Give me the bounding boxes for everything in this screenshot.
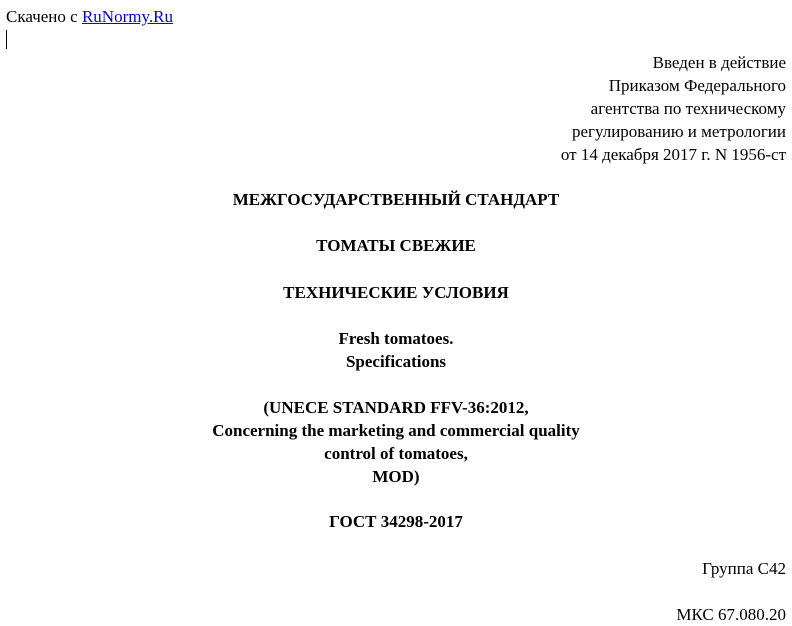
group-label: Группа С42 [702, 559, 786, 578]
reference-block [0, 396, 792, 488]
approval-line: регулированию и метрологии [571, 122, 786, 141]
subtitle-ru [0, 281, 792, 304]
approval-block [561, 51, 786, 166]
reference-line: Concerning the marketing and commercial quality [212, 421, 580, 440]
reference-line: control of tomatoes, [324, 444, 468, 463]
subtitle-ru-text: ТЕХНИЧЕСКИЕ УСЛОВИЯ [283, 283, 509, 302]
title-ru [0, 234, 792, 257]
source-line [6, 5, 173, 28]
approval-line: агентства по техническому [590, 99, 786, 118]
title-en-line: Specifications [345, 352, 447, 371]
title-en [0, 327, 792, 373]
text-cursor [6, 30, 7, 49]
approval-line: от 14 декабря 2017 г. N 1956-ст [560, 145, 786, 164]
title-ru-text: ТОМАТЫ СВЕЖИЕ [316, 236, 476, 255]
approval-line: Введен в действие [652, 53, 786, 72]
reference-line: MOD) [372, 467, 420, 486]
reference-line: (UNECE STANDARD FFV-36:2012, [263, 398, 529, 417]
mks-label: МКС 67.080.20 [676, 605, 786, 624]
gost-code [0, 510, 792, 533]
gost-code-text: ГОСТ 34298-2017 [329, 512, 463, 531]
source-link[interactable]: RuNormy.Ru [81, 7, 173, 26]
standard-type-text: МЕЖГОСУДАРСТВЕННЫЙ СТАНДАРТ [232, 190, 560, 209]
approval-line: Приказом Федерального [608, 76, 786, 95]
source-prefix: Скачено с [6, 7, 78, 26]
standard-type [0, 188, 792, 211]
title-en-line: Fresh tomatoes. [338, 329, 454, 348]
